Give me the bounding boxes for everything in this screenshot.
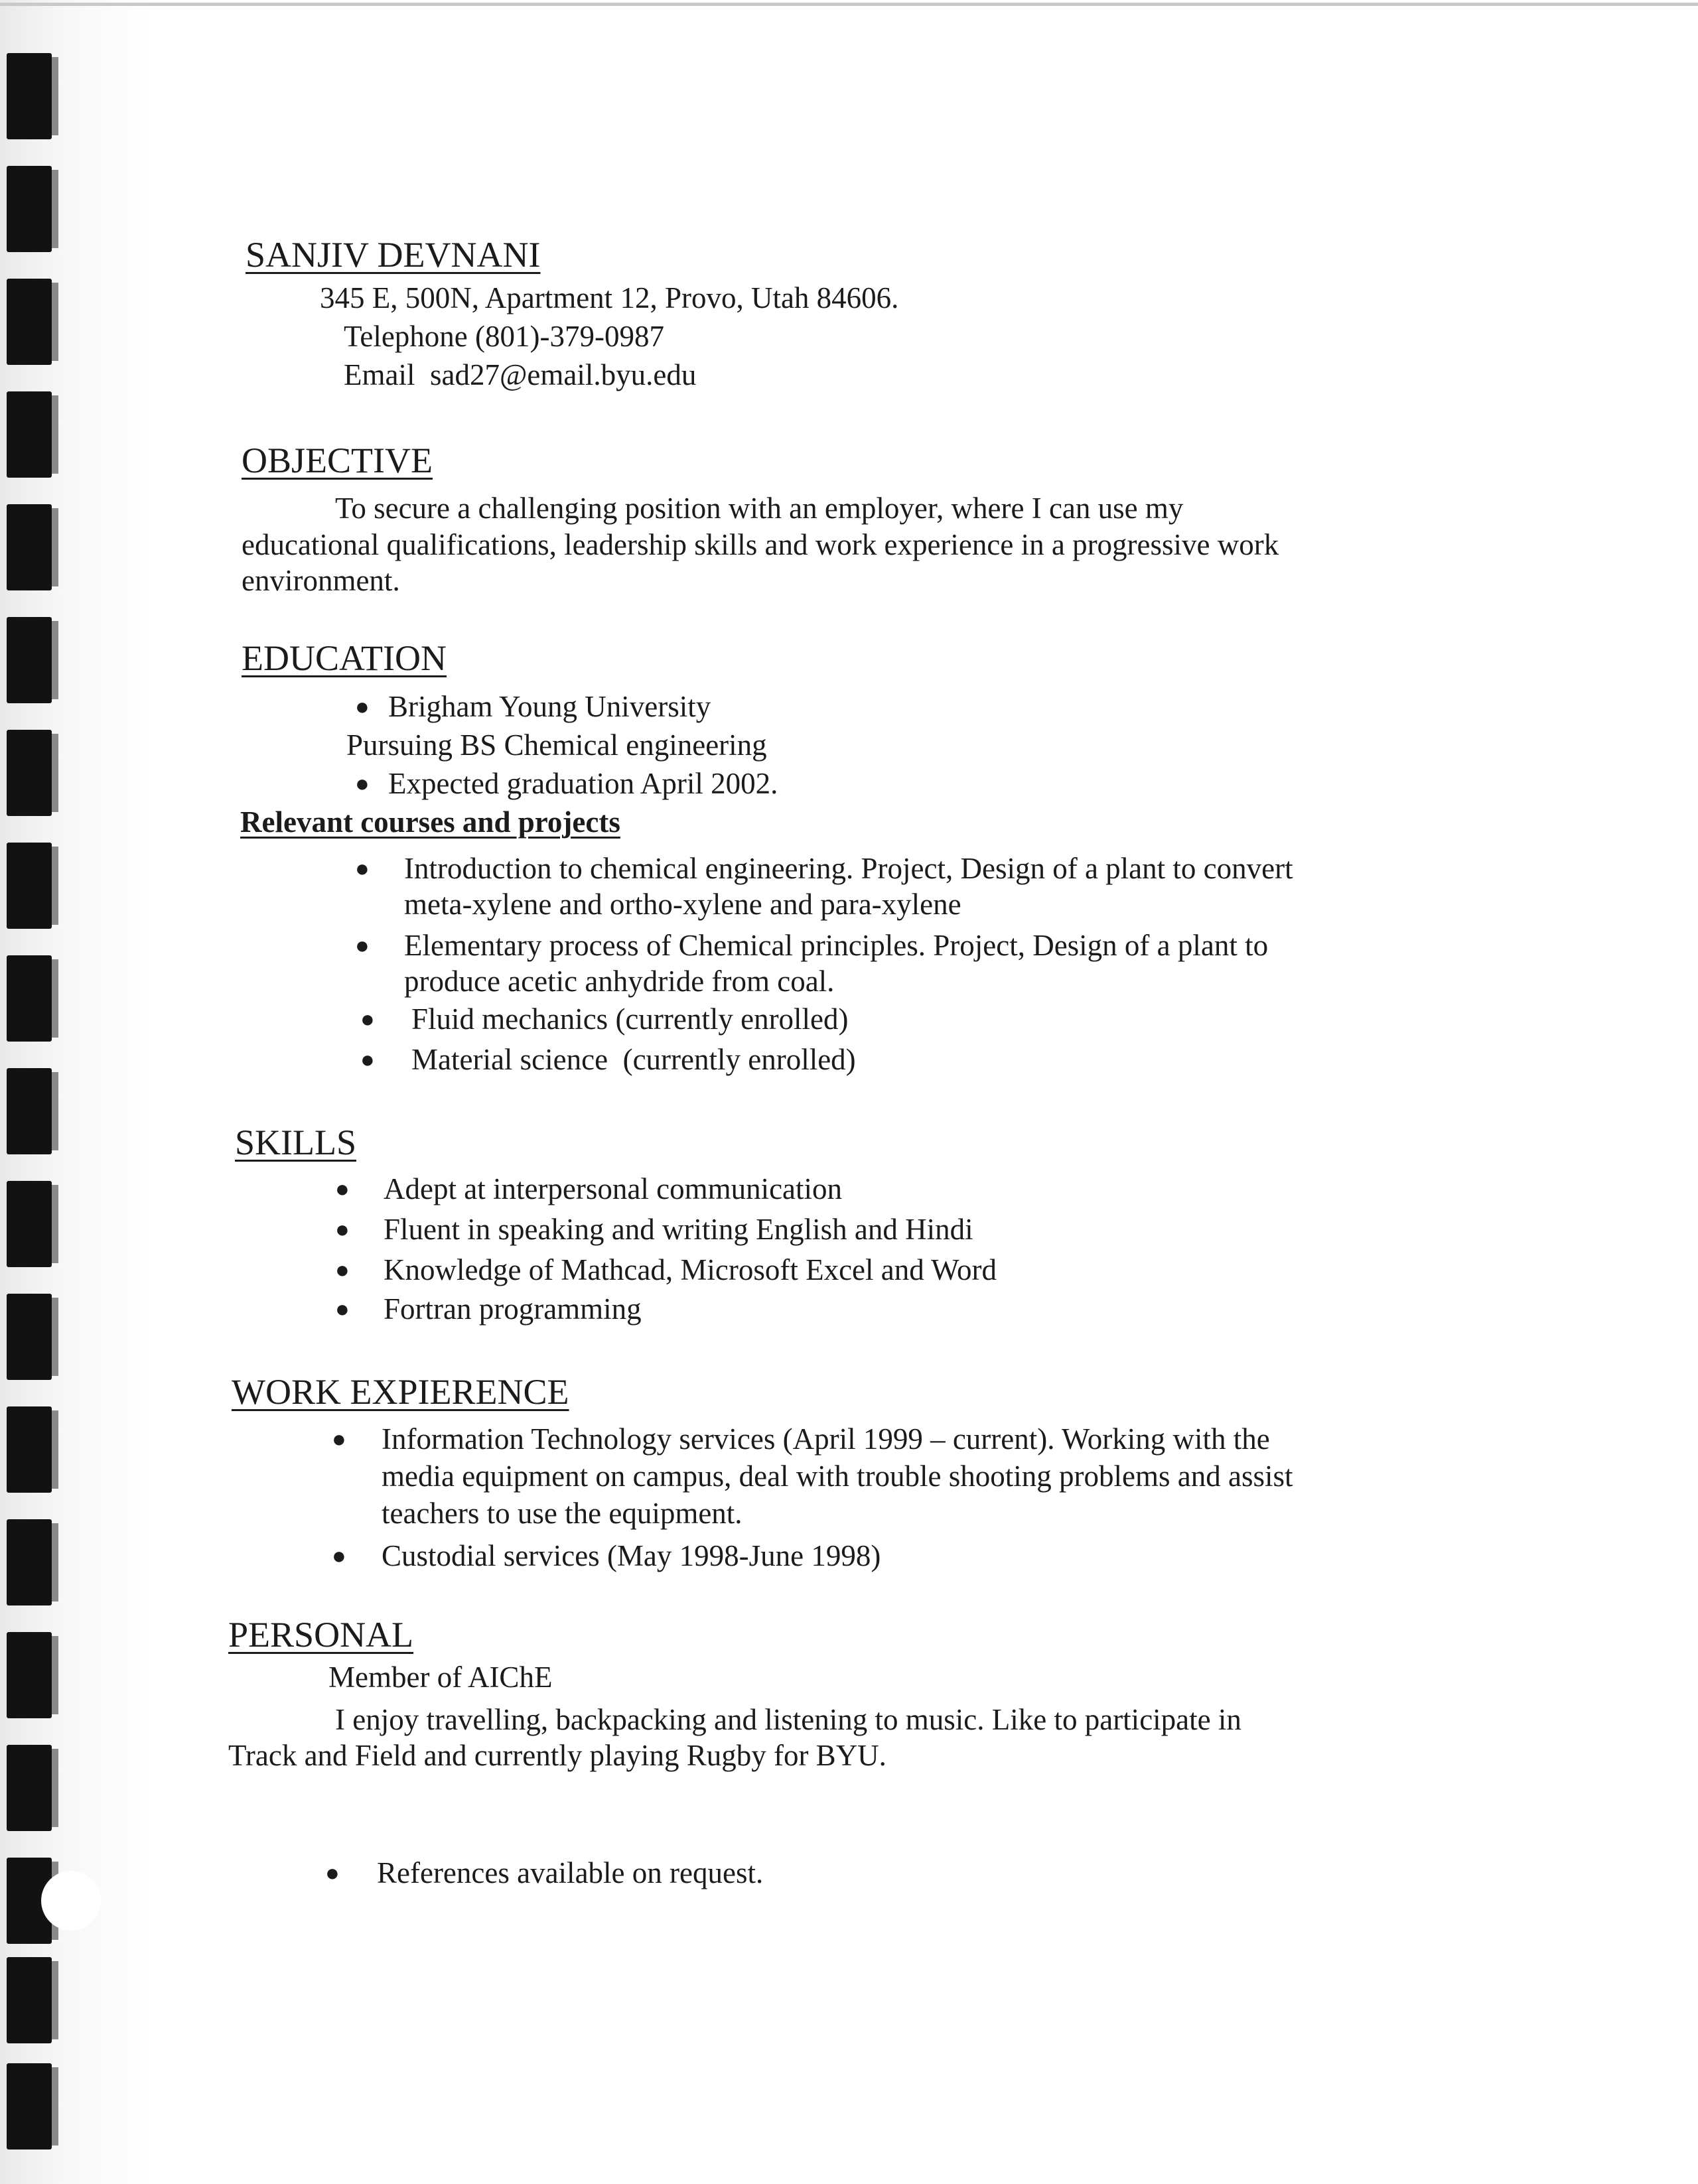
binding-strip [0, 0, 80, 2184]
work-line: Custodial services (May 1998-June 1998) [382, 1539, 881, 1572]
university-name: Brigham Young University [388, 690, 711, 723]
objective-heading: OBJECTIVE [242, 441, 433, 480]
binding-mark [7, 2063, 52, 2150]
membership-line: Member of AIChE [328, 1661, 553, 1694]
bullet: ● [335, 1216, 350, 1243]
binding-mark [7, 166, 52, 252]
course-line: Material science (currently enrolled) [411, 1043, 856, 1076]
punch-hole [41, 1871, 101, 1931]
binding-mark [7, 504, 52, 590]
bullet: ● [355, 932, 370, 959]
skill-item: Fluent in speaking and writing English and Hindi [384, 1213, 973, 1246]
references-line: References available on request. [377, 1856, 764, 1889]
bullet: ● [335, 1257, 350, 1283]
bullet: ● [332, 1542, 346, 1569]
page-top-edge [0, 3, 1698, 6]
binding-mark [7, 53, 52, 139]
bullet: ● [360, 1006, 375, 1032]
bullet: ● [360, 1046, 375, 1073]
binding-mark [7, 1632, 52, 1718]
course-line: produce acetic anhydride from coal. [404, 965, 835, 998]
skills-heading: SKILLS [235, 1123, 357, 1162]
course-line: Fluid mechanics (currently enrolled) [411, 1002, 849, 1036]
binding-mark [7, 1294, 52, 1380]
binding-mark [7, 1519, 52, 1605]
objective-text-line: To secure a challenging position with an employer, where I can use my [335, 492, 1184, 525]
graduation-line: Expected graduation April 2002. [388, 767, 778, 800]
courses-subheading: Relevant courses and projects [240, 805, 620, 839]
bullet: ● [355, 855, 370, 882]
bullet: ● [355, 770, 370, 797]
skill-item: Knowledge of Mathcad, Microsoft Excel and Word [384, 1253, 997, 1286]
objective-text-line: educational qualifications, leadership skills and work experience in a progressive work [242, 528, 1279, 561]
work-line: Information Technology services (April 1999 – current). Working with the [382, 1422, 1270, 1456]
course-line: Introduction to chemical engineering. Project, Design of a plant to convert [404, 852, 1293, 885]
binding-mark [7, 391, 52, 478]
work-heading: WORK EXPIERENCE [232, 1372, 569, 1412]
skill-item: Fortran programming [384, 1292, 642, 1326]
binding-mark [7, 1406, 52, 1493]
bullet: ● [335, 1176, 350, 1202]
binding-mark [7, 279, 52, 365]
binding-mark [7, 955, 52, 1042]
address-line: 345 E, 500N, Apartment 12, Provo, Utah 84606. [320, 281, 899, 314]
applicant-name: SANJIV DEVNANI [246, 235, 541, 275]
objective-text-line: environment. [242, 564, 400, 597]
telephone-line: Telephone (801)-379-0987 [344, 320, 664, 353]
binding-mark [7, 1181, 52, 1267]
binding-mark [7, 843, 52, 929]
bullet: ● [332, 1426, 346, 1452]
personal-heading: PERSONAL [228, 1615, 414, 1655]
binding-mark [7, 1957, 52, 2043]
course-line: Elementary process of Chemical principles. Project, Design of a plant to [404, 929, 1269, 962]
work-line: teachers to use the equipment. [382, 1497, 743, 1530]
personal-text-line: Track and Field and currently playing Rugby for BYU. [228, 1739, 886, 1772]
bullet: ● [355, 693, 370, 720]
binding-mark [7, 1068, 52, 1154]
work-line: media equipment on campus, deal with trouble shooting problems and assist [382, 1460, 1293, 1493]
email-line: Email sad27@email.byu.edu [344, 358, 697, 391]
skill-item: Adept at interpersonal communication [384, 1172, 843, 1205]
course-line: meta-xylene and ortho-xylene and para-xylene [404, 888, 961, 921]
bullet: ● [325, 1860, 340, 1886]
binding-mark [7, 617, 52, 703]
binding-mark [7, 730, 52, 816]
degree-line: Pursuing BS Chemical engineering [346, 728, 767, 762]
personal-text-line: I enjoy travelling, backpacking and listening to music. Like to participate in [335, 1703, 1241, 1736]
binding-mark [7, 1745, 52, 1831]
education-heading: EDUCATION [242, 638, 447, 678]
bullet: ● [335, 1296, 350, 1322]
